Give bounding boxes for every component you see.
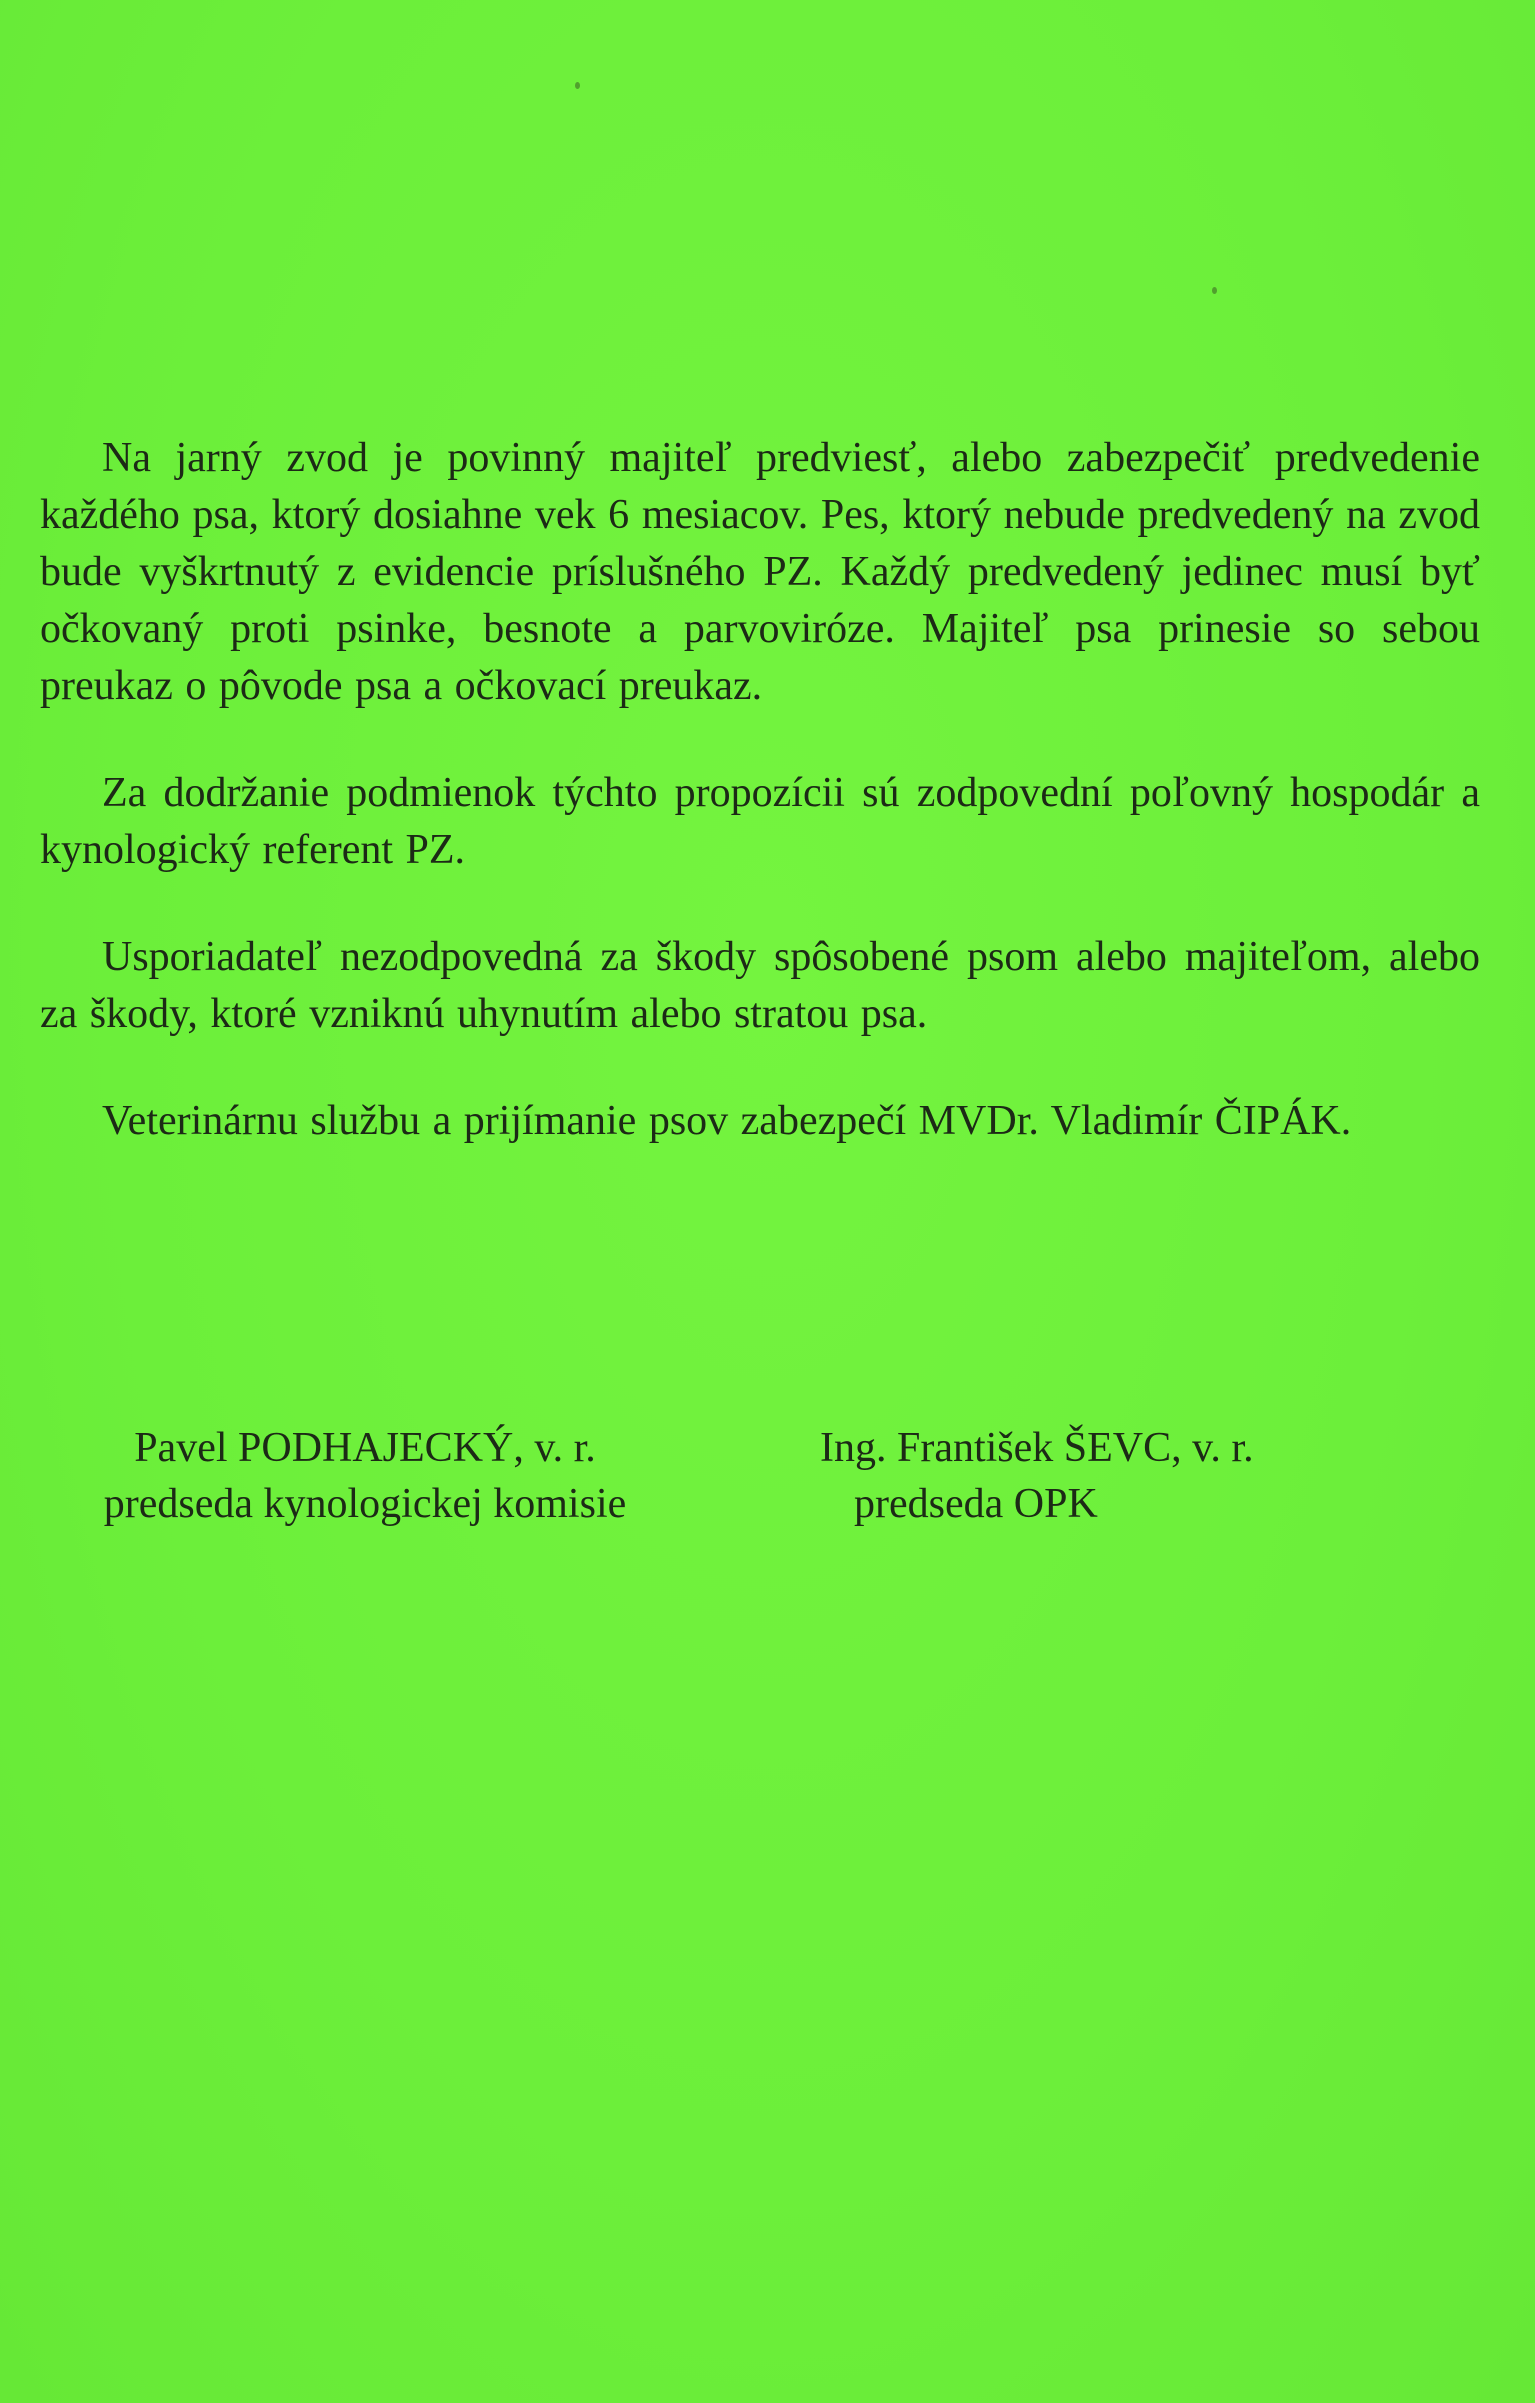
paragraph-responsibility: Za dodržanie podmienok týchto propozícii sú zodpovední poľovný hospodár a kynologický referent PZ. [40, 770, 1480, 873]
signatory-name: Pavel PODHAJECKÝ, v. r. [134, 1425, 596, 1471]
paragraph-veterinary-service: Veterinárnu službu a prijímanie psov zabezpečí MVDr. Vladimír ČIPÁK. [102, 1098, 1352, 1144]
paragraph-presentation-rules: Na jarný zvod je povinný majiteľ predviesť, alebo zabezpečiť predvedenie každého psa, ktorý dosiahne vek 6 mesiacov. Pes, ktorý nebude predvedený na zvod bude vyškrtnutý z evidencie príslušného PZ. Každý predvedený jedinec musí byť očkovaný proti psinke, besnote a parvoviróze. Majiteľ psa prinesie so sebou preukaz o pôvode psa a očkovací preukaz. [40, 435, 1480, 709]
signature-block [0, 1420, 1535, 1560]
paper-speck [1212, 287, 1217, 294]
paper-speck [575, 82, 580, 89]
signatory-name: Ing. František ŠEVC, v. r. [820, 1425, 1254, 1471]
paragraph-liability: Usporiadateľ nezodpovedná za škody spôsobené psom alebo majiteľom, alebo za škody, ktoré vzniknú uhynutím alebo stratou psa. [40, 934, 1480, 1037]
signatory-role: predseda OPK [854, 1481, 1098, 1527]
document-body [40, 430, 1480, 1200]
signature-right [820, 1420, 1340, 1532]
signature-left [60, 1420, 670, 1532]
signatory-role: predseda kynologickej komisie [103, 1481, 627, 1527]
